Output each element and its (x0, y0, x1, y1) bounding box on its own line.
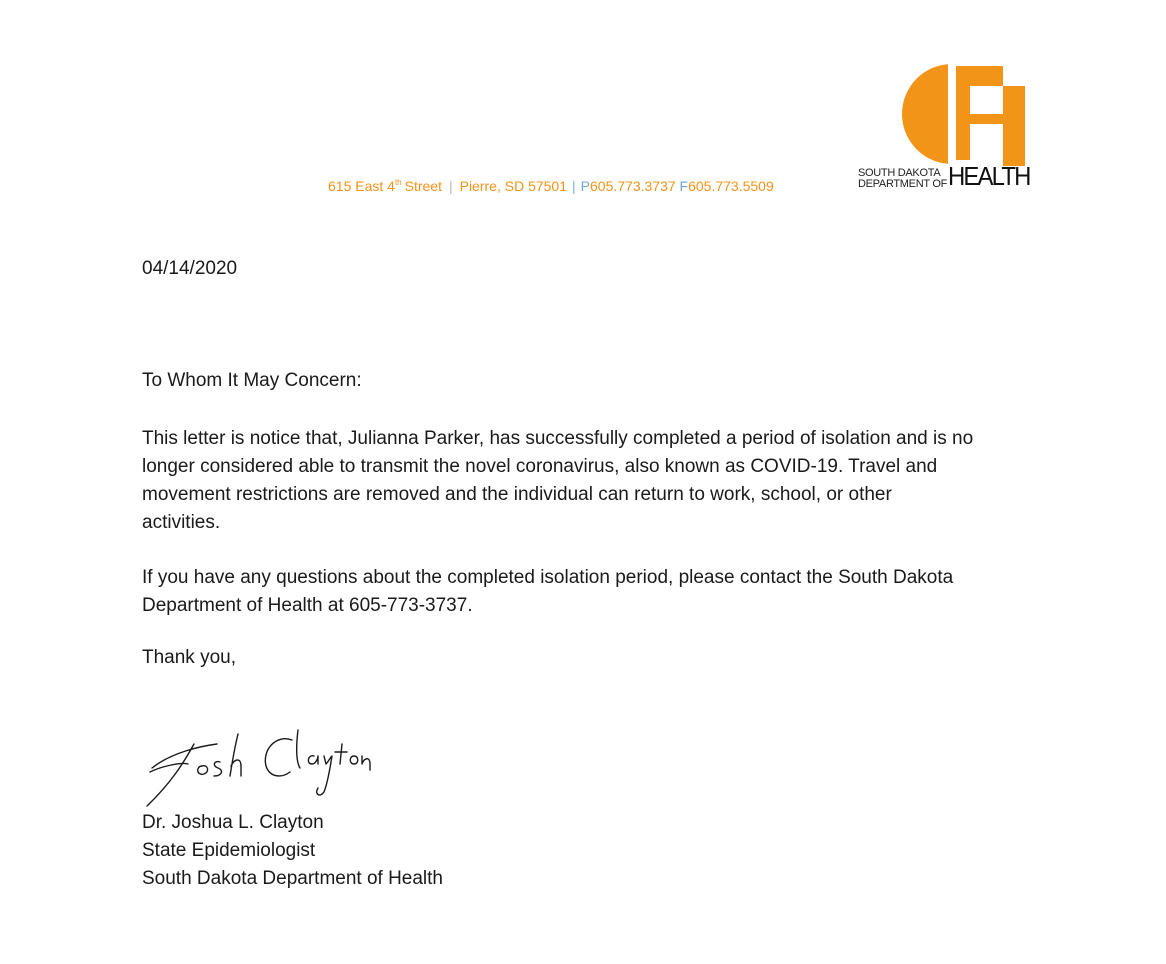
paragraph-contact (142, 564, 953, 620)
paragraph-line: This letter is notice that, Julianna Parker, has successfully completed a period of isolation and is no (142, 428, 974, 449)
handwritten-signature (142, 722, 382, 812)
phone-number: 605.773.3737 (590, 178, 676, 194)
address-separator: | (448, 178, 453, 194)
signer-name: Dr. Joshua L. Clayton (142, 812, 324, 833)
address-separator-blue: | (572, 178, 576, 194)
paragraph-line: longer considered able to transmit the novel coronavirus, also known as COVID-19. Travel and (142, 456, 938, 477)
paragraph-line: Department of Health at 605-773-3737. (142, 595, 473, 616)
letterhead-address (328, 178, 774, 194)
logo-line2: DEPARTMENT OF (858, 178, 947, 190)
paragraph-line: activities. (142, 512, 221, 533)
health-logo-icon (858, 62, 1034, 172)
closing: Thank you, (142, 647, 236, 668)
fax-number: 605.773.5509 (688, 178, 774, 194)
department-logo (858, 62, 1034, 194)
street-address: 615 East 4th Street (328, 178, 442, 194)
letter-date: 04/14/2020 (142, 258, 238, 279)
logo-line1: SOUTH DAKOTA (858, 167, 941, 179)
city-state-zip: Pierre, SD 57501 (459, 178, 568, 194)
paragraph-line: If you have any questions about the completed isolation period, please contact the South Dakota (142, 567, 954, 588)
logo-health-wordmark: HEALTH (948, 161, 1030, 191)
paragraph-line: movement restrictions are removed and the individual can return to work, school, or other (142, 484, 892, 505)
paragraph-notice (142, 425, 973, 537)
phone-label: P (580, 178, 590, 194)
signer-title: State Epidemiologist (142, 840, 316, 861)
signer-organization: South Dakota Department of Health (142, 868, 444, 889)
fax-label: F (679, 178, 689, 194)
salutation: To Whom It May Concern: (142, 370, 362, 391)
